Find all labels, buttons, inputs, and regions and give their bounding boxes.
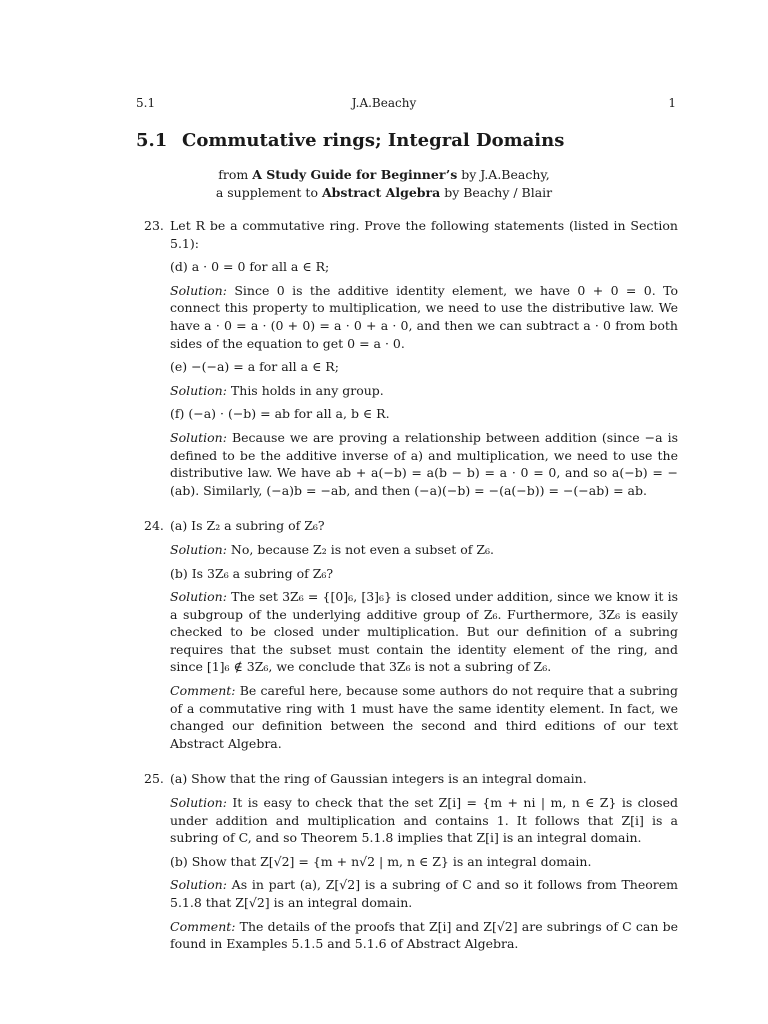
comment-paragraph: Comment: Be careful here, because some authors do not require that a subring of a commutative ring with 1 must have the same identity element. In fact, we changed our definition between the second and third editions of our text Abstract Algebra. [170,683,678,751]
paragraph-label: Solution: [170,877,227,893]
source-line-1 [0,166,768,184]
paragraph-label: Solution: [170,795,227,811]
paragraph-label: Solution: [170,589,227,605]
paragraph-label: Comment: [170,683,236,699]
problem-number: 23. [144,218,164,233]
section-number: 5.1 [136,130,168,151]
problem-part: (f) (−a) · (−b) = ab for all a, b ∈ R. [170,406,390,422]
problem-part: (b) Show that Z[√2] = {m + n√2 | m, n ∈ Z} is an integral domain. [170,853,592,869]
source-text: by J.A.Beachy, [457,167,550,182]
running-header-section: 5.1 [136,96,156,110]
source-text: from [218,167,253,182]
section-title [136,130,564,151]
comment-paragraph: Comment: The details of the proofs that Z[i] and Z[√2] are subrings of C can be found in Examples 5.1.5 and 5.1.6 of Abstract Algebra. [170,918,678,952]
solution-paragraph: Solution: No, because Z₂ is not even a subset of Z₆. [170,541,495,557]
page-number: 1 [668,96,676,110]
problem-24 [136,517,678,752]
running-header-author: J.A.Beachy [351,96,417,110]
problem-part: (b) Is 3Z₆ a subring of Z₆? [170,565,334,581]
problem-23 [136,217,678,499]
solution-paragraph: Solution: As in part (a), Z[√2] is a subring of C and so it follows from Theorem 5.1.8 that Z[√2] is an integral domain. [170,877,678,910]
problem-25 [136,770,678,952]
spacer [136,509,678,517]
problem-part: (e) −(−a) = a for all a ∈ R; [170,359,339,375]
guide-title: A Study Guide for Beginner’s [252,167,458,182]
problem-list [136,217,678,963]
source-line-2 [0,184,768,202]
problem-statement: Let R be a commutative ring. Prove the following statements (listed in Section 5.1): [170,218,678,251]
problem-part: (a) Is Z₂ a subring of Z₆? [170,518,325,534]
source-text: by Beachy / Blair [440,185,553,200]
paragraph-label: Solution: [170,541,227,557]
source-text: a supplement to [215,185,322,200]
solution-paragraph: Solution: This holds in any group. [170,382,384,398]
paragraph-label: Solution: [170,282,227,298]
solution-paragraph: Solution: It is easy to check that the set Z[i] = {m + ni | m, n ∈ Z} is closed under addition and multiplication and contains 1. It follows that Z[i] is a subring of C, and so Theorem 5.1.8 implies that Z[i] is an integral domain. [170,795,678,846]
book-title: Abstract Algebra [321,185,441,200]
solution-paragraph: Solution: Because we are proving a relationship between addition (since −a is defined to be the additive inverse of a) and multiplication, we need to use the distributive law. We have ab + a(−b) = a(b − b) = a · 0 = 0, and so a(−b) = −(ab). Similarly, (−a)b = −ab, and then (−a)(−b) = −(a(−b)) = −(−ab) = ab. [170,429,678,498]
problem-part: (d) a · 0 = 0 for all a ∈ R; [170,259,330,275]
solution-paragraph: Solution: Since 0 is the additive identity element, we have 0 + 0 = 0. To connect this property to multiplication, we need to use the distributive law. We have a · 0 = a · (0 + 0) = a · 0 + a · 0, and then we can subtract a · 0 from both sides of the equation to get 0 = a · 0. [170,282,678,351]
problem-number: 24. [144,518,164,534]
solution-paragraph: Solution: The set 3Z₆ = {[0]₆, [3]₆} is closed under addition, since we know it is a subgroup of the underlying additive group of Z₆. Furthermore, 3Z₆ is easily checked to be closed under multiplication. But our definition of a subring requires that the subset must contain the identity element of the ring, and since [1]₆ ∉ 3Z₆, we conclude that 3Z₆ is not a subring of Z₆. [170,589,678,675]
problem-part: (a) Show that the ring of Gaussian integers is an integral domain. [170,771,587,787]
paragraph-label: Comment: [170,918,236,934]
source-note [0,166,768,202]
paragraph-label: Solution: [170,382,227,398]
problem-number: 25. [144,771,164,787]
section-title-text: Commutative rings; Integral Domains [182,130,565,151]
paragraph-label: Solution: [170,429,227,445]
spacer [136,762,678,770]
